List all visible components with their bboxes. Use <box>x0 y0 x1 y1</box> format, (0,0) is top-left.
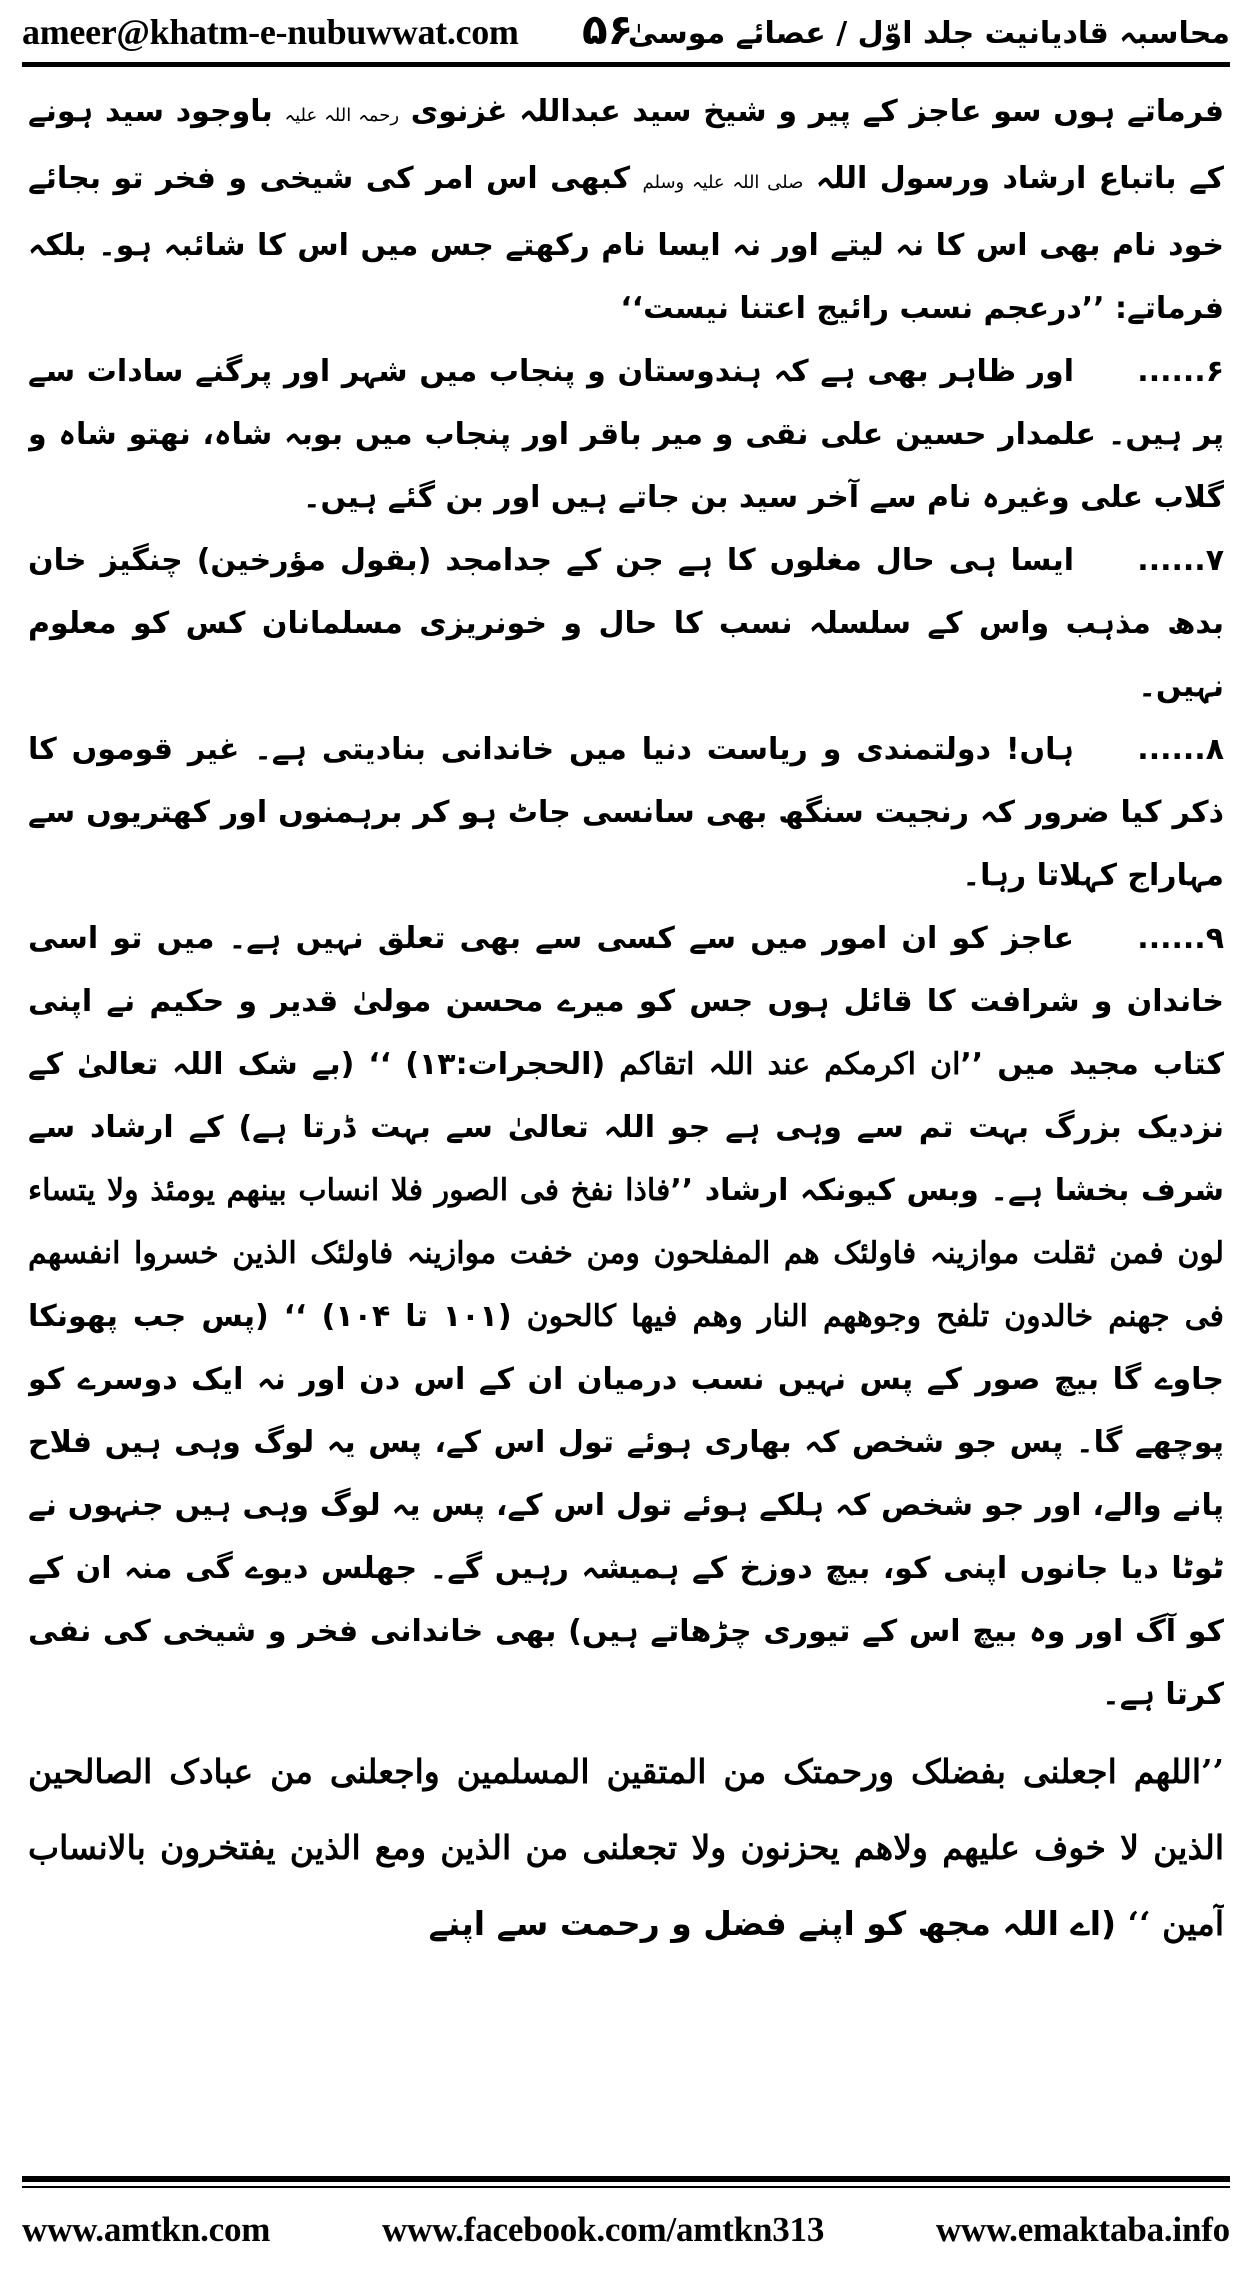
paragraph-8 <box>28 718 1224 907</box>
footer-link-amtkn[interactable]: www.amtkn.com <box>22 2210 271 2249</box>
page-footer <box>22 2200 1230 2260</box>
paragraph-text: باوجود سید ہونے کے باتباع ارشاد ورسول اللہ <box>28 94 1224 196</box>
paragraph-text: اور ظاہر بھی ہے کہ ہندوستان و پنجاب میں شہر اور پرگنے سادات سے پر ہیں۔ علمدار حسین علی نقی و میر باقر اور پنجاب میں بوبہ شاہ، نھتو شاہ و گلاب علی وغیرہ نام سے آخر سید بن جاتے ہیں اور بن گئے ہیں۔ <box>28 354 1224 515</box>
honorific: صلی اللہ علیہ وسلم <box>642 172 804 193</box>
header-rule <box>22 62 1230 67</box>
paragraph-text: عاجز کو ان امور میں سے کسی سے بھی تعلق نہیں ہے۔ میں تو اسی خاندان و شرافت کا قائل ہوں جس کو میرے محسن مولیٰ قدیر و حکیم نے اپنی کتاب مجید میں ’’ <box>28 921 1224 1082</box>
footer-link-facebook[interactable]: www.facebook.com/amtkn313 <box>381 2210 825 2249</box>
paragraph-text: ایسا ہی حال مغلوں کا ہے جن کے جدامجد (بقول مؤرخین) چنگیز خان بدھ مذہب واس کے سلسلہ نسب کا حال و خونریزی مسلمانان کس کو معلوم نہیں۔ <box>28 543 1224 704</box>
book-title: محاسبہ قادیانیت جلد اوّل / عصائے موسیٰ <box>627 16 1230 51</box>
dua-translation: (اے اللہ مجھ کو اپنے فضل و رحمت سے اپنے <box>428 1904 1117 1943</box>
dua-paragraph <box>28 1734 1224 1962</box>
verse-reference: (الحجرات:۱۳) <box>391 1047 620 1082</box>
paragraph-text: ‘‘ (بے شک اللہ تعالیٰ کے نزدیک بزرگ بہت تم سے وہی ہے جو اللہ تعالیٰ سے بہت ڈرتا ہے) کے ارشاد سے شرف بخشا ہے۔ وبس کیونکہ ارشاد ’’ <box>28 1047 1224 1208</box>
paragraph-number: ۸...... <box>1137 732 1224 767</box>
paragraph-text: فرماتے ہوں سو عاجز کے پیر و شیخ سید عبداللہ غزنوی <box>410 94 1224 129</box>
footer-rule-thin <box>22 2186 1230 2188</box>
honorific: رحمہ اللہ علیہ <box>284 105 400 126</box>
paragraph-number: ۷...... <box>1137 543 1224 578</box>
quran-verse: فاذا نفخ فی الصور فلا انساب بینھم یومئذ ولا یتساء لون فمن ثقلت موازینہ فاولئک ھم المفلحون ومن خفت موازینہ فاولئک الذین خسروا انفسھم فی جھنم خالدون تلفح وجوھھم النار وھم فیھا کالحون <box>28 1173 1224 1334</box>
verse-reference: (۱۰۱ تا ۱۰۴) <box>306 1299 527 1334</box>
page-content <box>28 80 1224 2158</box>
paragraph-6 <box>28 340 1224 529</box>
paragraph-text: ہاں! دولتمندی و ریاست دنیا میں خاندانی بنادیتی ہے۔ غیر قوموں کا ذکر کیا ضرور کہ رنجیت سنگھ بھی سانسی جاٹ ہو کر برہمنوں اور کھتریوں سے مہاراج کہلاتا رہا۔ <box>28 732 1224 893</box>
paragraph-intro <box>28 80 1224 340</box>
paragraph-number: ۹...... <box>1137 921 1224 956</box>
paragraph-text: کبھی اس امر کی شیخی و فخر تو بجائے خود نام بھی اس کا نہ لیتے اور نہ ایسا نام رکھتے جس میں اس کا شائبہ ہو۔ بلکہ فرماتے: ’’درعجم نسب رائیج اعتنا نیست‘‘ <box>28 161 1224 326</box>
page-header <box>22 6 1230 64</box>
paragraph-text: ‘‘ (پس جب پھونکا جاوے گا بیچ صور کے پس نہیں نسب درمیان ان کے اس دن اور نہ ایک دوسرے کو پوچھے گا۔ پس جو شخص کہ بھاری ہوئے تول اس کے، پس یہ لوگ وہی ہیں فلاح پانے والے، اور جو شخص کہ ہلکے ہوئے تول اس کے، پس یہ لوگ وہی ہیں جنہوں نے ٹوٹا دیا جانوں اپنی کو، بیچ دوزخ کے ہمیشہ رہیں گے۔ جھلس دیوے گی منہ ان کے کو آگ اور وہ بیچ اس کے تیوری چڑھاتے ہیں) بھی خاندانی فخر و شیخی کی نفی کرتا ہے۔ <box>28 1299 1224 1712</box>
footer-rule <box>22 2176 1230 2182</box>
page-number: ۵۶ <box>582 5 634 54</box>
quran-verse: ان اکرمکم عند اللہ اتقاکم <box>619 1047 961 1082</box>
paragraph-9 <box>28 907 1224 1726</box>
footer-link-emaktaba[interactable]: www.emaktaba.info <box>935 2210 1230 2249</box>
paragraph-7 <box>28 529 1224 718</box>
dua-arabic: ’’اللھم اجعلنی بفضلک ورحمتک من المتقین المسلمین واجعلنی من عبادک الصالحین الذین لا خوف علیھم ولاھم یحزنون ولا تجعلنی من الذین ومع الذین یفتخرون بالانساب آمین ‘‘ <box>28 1752 1224 1943</box>
paragraph-number: ۶...... <box>1137 354 1224 389</box>
header-email: ameer@khatm-e-nubuwwat.com <box>22 12 519 52</box>
